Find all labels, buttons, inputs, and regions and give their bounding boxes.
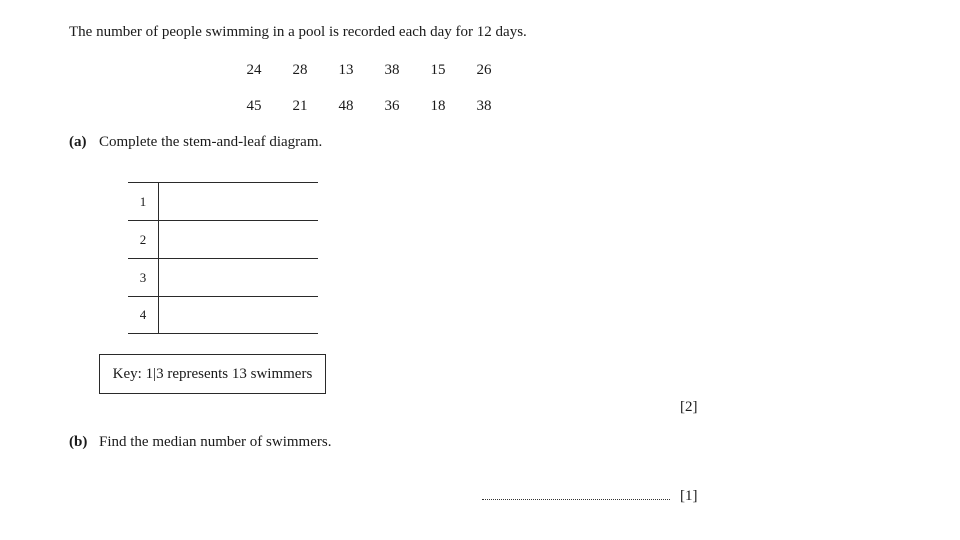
part-b-label: (b) (69, 434, 88, 450)
data-value: 15 (430, 62, 446, 78)
stem-and-leaf-diagram (128, 182, 318, 334)
stem-leaf-row (128, 259, 318, 297)
part-b-question (69, 434, 331, 451)
part-a-question (69, 134, 322, 151)
part-a-label: (a) (69, 134, 87, 150)
diagram-key: Key: 1|3 represents 13 swimmers (99, 354, 326, 394)
part-b-text: Find the median number of swimmers. (99, 434, 332, 450)
data-value: 13 (338, 62, 354, 78)
leaf-answer-cell[interactable] (159, 221, 318, 259)
data-value: 26 (476, 62, 492, 78)
marks-part-b: [1] (680, 488, 698, 504)
stem-leaf-row (128, 183, 318, 221)
stem-value: 1 (139, 194, 147, 209)
data-value: 45 (246, 98, 262, 114)
leaf-answer-cell[interactable] (159, 259, 318, 297)
leaf-answer-cell[interactable] (159, 183, 318, 221)
data-row-2 (0, 98, 960, 118)
data-value: 38 (384, 62, 400, 78)
leaf-answer-cell[interactable] (159, 296, 318, 334)
stem-value: 3 (139, 270, 147, 285)
data-value: 18 (430, 98, 446, 114)
data-value: 21 (292, 98, 308, 114)
question-intro: The number of people swimming in a pool is recorded each day for 12 days. (69, 24, 527, 40)
data-value: 28 (292, 62, 308, 78)
answer-line[interactable] (482, 499, 670, 500)
data-value: 38 (476, 98, 492, 114)
stem-value: 4 (139, 307, 147, 322)
stem-leaf-row (128, 221, 318, 259)
data-value: 48 (338, 98, 354, 114)
data-value: 24 (246, 62, 262, 78)
part-a-text: Complete the stem-and-leaf diagram. (99, 134, 323, 150)
stem-leaf-row (128, 296, 318, 334)
data-row-1 (0, 62, 960, 82)
data-value: 36 (384, 98, 400, 114)
stem-value: 2 (139, 232, 147, 247)
marks-part-a: [2] (680, 399, 698, 415)
